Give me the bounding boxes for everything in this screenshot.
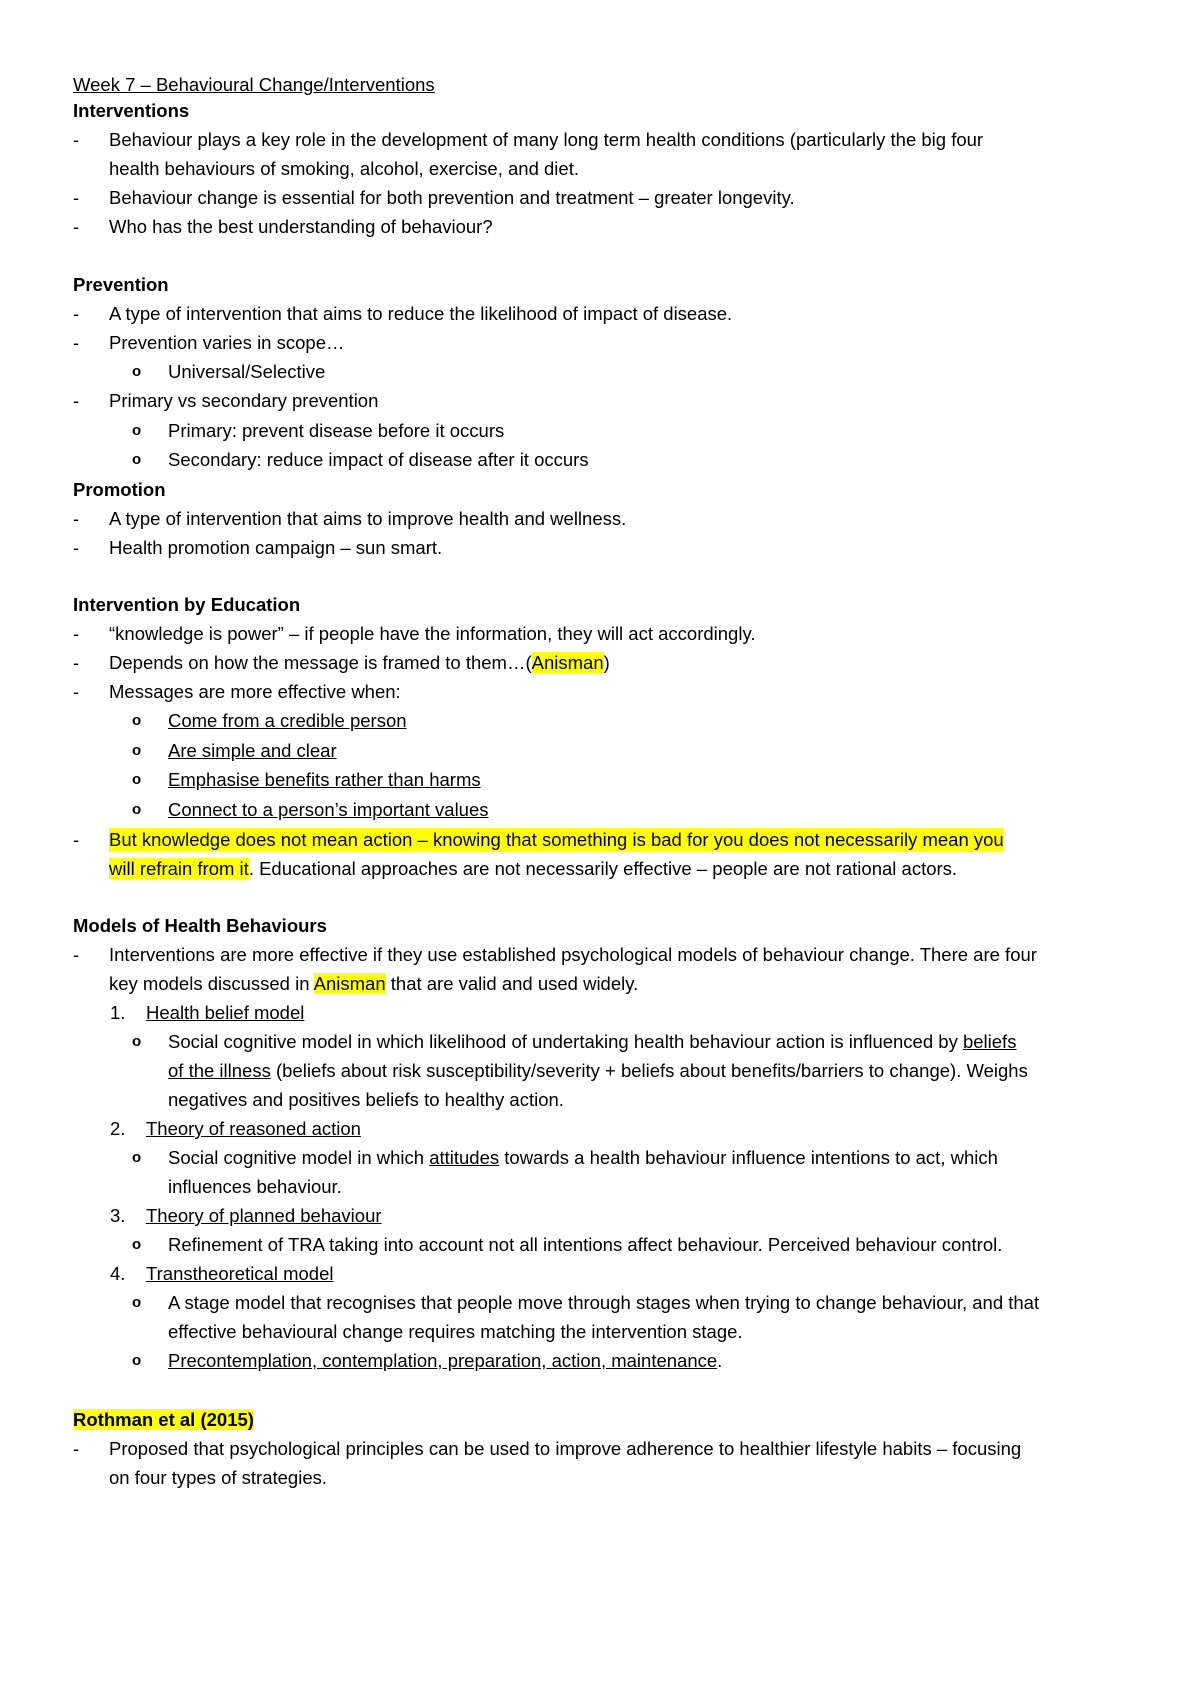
dash-marker: - [73, 129, 80, 150]
sub-list-item-text: influences behaviour. [168, 1176, 342, 1197]
highlighted-text: will refrain from it [109, 858, 249, 879]
list-item-text: A type of intervention that aims to reduce the likelihood of impact of disease. [109, 303, 733, 324]
dash-marker: - [73, 829, 80, 850]
sub-list-item-text: negatives and positives beliefs to healthy action. [168, 1089, 564, 1110]
list-item-text: Who has the best understanding of behaviour? [109, 216, 493, 237]
list-item-text: Health promotion campaign – sun smart. [109, 537, 443, 558]
sub-list-item-text: Refinement of TRA taking into account not all intentions affect behaviour. Perceived behaviour control. [168, 1234, 1003, 1255]
sub-list-item-text: Universal/Selective [168, 361, 326, 382]
dash-marker: - [73, 944, 80, 965]
sub-list-item-text: Emphasise benefits rather than harms [168, 769, 481, 790]
text-run: Social cognitive model in which [168, 1147, 430, 1168]
list-item-text: Behaviour plays a key role in the development of many long term health conditions (particularly the big four [109, 129, 984, 150]
text-run: that are valid and used widely. [385, 973, 639, 994]
text-run: Social cognitive model in which likelihood of undertaking health behaviour action is influenced by [168, 1031, 963, 1052]
dash-marker: - [73, 216, 80, 237]
dash-marker: - [73, 303, 80, 324]
list-item-text: Prevention varies in scope… [109, 332, 345, 353]
sub-list-item-text: A stage model that recognises that people move through stages when trying to change behaviour, and that [168, 1292, 1040, 1313]
bullet-marker: o [132, 363, 142, 380]
text-run: towards a health behaviour influence intentions to act, which [499, 1147, 998, 1168]
dash-marker: - [73, 537, 80, 558]
text-run: . [717, 1350, 723, 1371]
list-item-text [109, 651, 610, 675]
sub-list-item-text [168, 1146, 998, 1170]
highlighted-heading: Rothman et al (2015) [73, 1409, 254, 1430]
underlined-text: attitudes [429, 1147, 500, 1168]
model-name: Transtheoretical model [146, 1263, 334, 1284]
bullet-marker: o [132, 1294, 142, 1311]
dash-marker: - [73, 681, 80, 702]
dash-marker: - [73, 623, 80, 644]
dash-marker: - [73, 187, 80, 208]
underlined-text: of the illness [168, 1060, 271, 1081]
bullet-marker: o [132, 801, 142, 818]
sub-list-item-text: Are simple and clear [168, 740, 337, 761]
underlined-text: Precontemplation, contemplation, preparation, action, maintenance [168, 1350, 718, 1371]
heading-rothman [73, 1408, 254, 1432]
heading-education: Intervention by Education [73, 594, 301, 615]
list-item-text: Behaviour change is essential for both prevention and treatment – greater longevity. [109, 187, 795, 208]
sub-list-item-text: Connect to a person’s important values [168, 799, 489, 820]
heading-prevention: Prevention [73, 274, 169, 295]
highlighted-citation: Anisman [531, 652, 604, 673]
model-name: Theory of reasoned action [146, 1118, 361, 1139]
highlighted-text: But knowledge does not mean action – knowing that something is bad for you does not necessarily mean you [109, 829, 1004, 850]
heading-interventions: Interventions [73, 100, 190, 121]
dash-marker: - [73, 1438, 80, 1459]
bullet-marker: o [132, 1033, 142, 1050]
list-item-text: Messages are more effective when: [109, 681, 401, 702]
sub-list-item-text [168, 1349, 722, 1373]
list-item-text: Interventions are more effective if they use established psychological models of behaviour change. There are four [109, 944, 1037, 965]
dash-marker: - [73, 508, 80, 529]
bullet-marker: o [132, 771, 142, 788]
number-marker: 4. [110, 1263, 126, 1284]
model-name: Health belief model [146, 1002, 305, 1023]
bullet-marker: o [132, 451, 142, 468]
heading-models: Models of Health Behaviours [73, 915, 327, 936]
list-item-text: Primary vs secondary prevention [109, 390, 379, 411]
bullet-marker: o [132, 1236, 142, 1253]
dash-marker: - [73, 652, 80, 673]
bullet-marker: o [132, 1352, 142, 1369]
highlighted-citation: Anisman [313, 973, 386, 994]
bullet-marker: o [132, 1149, 142, 1166]
sub-list-item-text [168, 1059, 1028, 1083]
list-item-text: Proposed that psychological principles can be used to improve adherence to healthier lifestyle habits – focusing [109, 1438, 1022, 1459]
document-title: Week 7 – Behavioural Change/Interventions [73, 74, 435, 95]
number-marker: 1. [110, 1002, 126, 1023]
sub-list-item-text: effective behavioural change requires matching the intervention stage. [168, 1321, 743, 1342]
sub-list-item-text: Come from a credible person [168, 710, 407, 731]
bullet-marker: o [132, 742, 142, 759]
number-marker: 2. [110, 1118, 126, 1139]
model-name: Theory of planned behaviour [146, 1205, 382, 1226]
underlined-text: beliefs [962, 1031, 1017, 1052]
text-run: . Educational approaches are not necessarily effective – people are not rational actors. [248, 858, 958, 879]
text-run: Depends on how the message is framed to them…( [109, 652, 532, 673]
sub-list-item-text [168, 1030, 1016, 1054]
list-item-text [109, 972, 638, 996]
dash-marker: - [73, 390, 80, 411]
text-run: (beliefs about risk susceptibility/severity + beliefs about benefits/barriers to change). Weighs [270, 1060, 1028, 1081]
dash-marker: - [73, 332, 80, 353]
number-marker: 3. [110, 1205, 126, 1226]
text-run: ) [603, 652, 610, 673]
list-item-text: health behaviours of smoking, alcohol, exercise, and diet. [109, 158, 579, 179]
bullet-marker: o [132, 712, 142, 729]
text-run: key models discussed in [109, 973, 314, 994]
list-item-text: “knowledge is power” – if people have the information, they will act accordingly. [109, 623, 756, 644]
sub-list-item-text: Secondary: reduce impact of disease after it occurs [168, 449, 589, 470]
list-item-text: A type of intervention that aims to improve health and wellness. [109, 508, 627, 529]
sub-list-item-text: Primary: prevent disease before it occurs [168, 420, 505, 441]
heading-promotion: Promotion [73, 479, 166, 500]
list-item-text: on four types of strategies. [109, 1467, 328, 1488]
bullet-marker: o [132, 422, 142, 439]
list-item-text [109, 857, 957, 881]
